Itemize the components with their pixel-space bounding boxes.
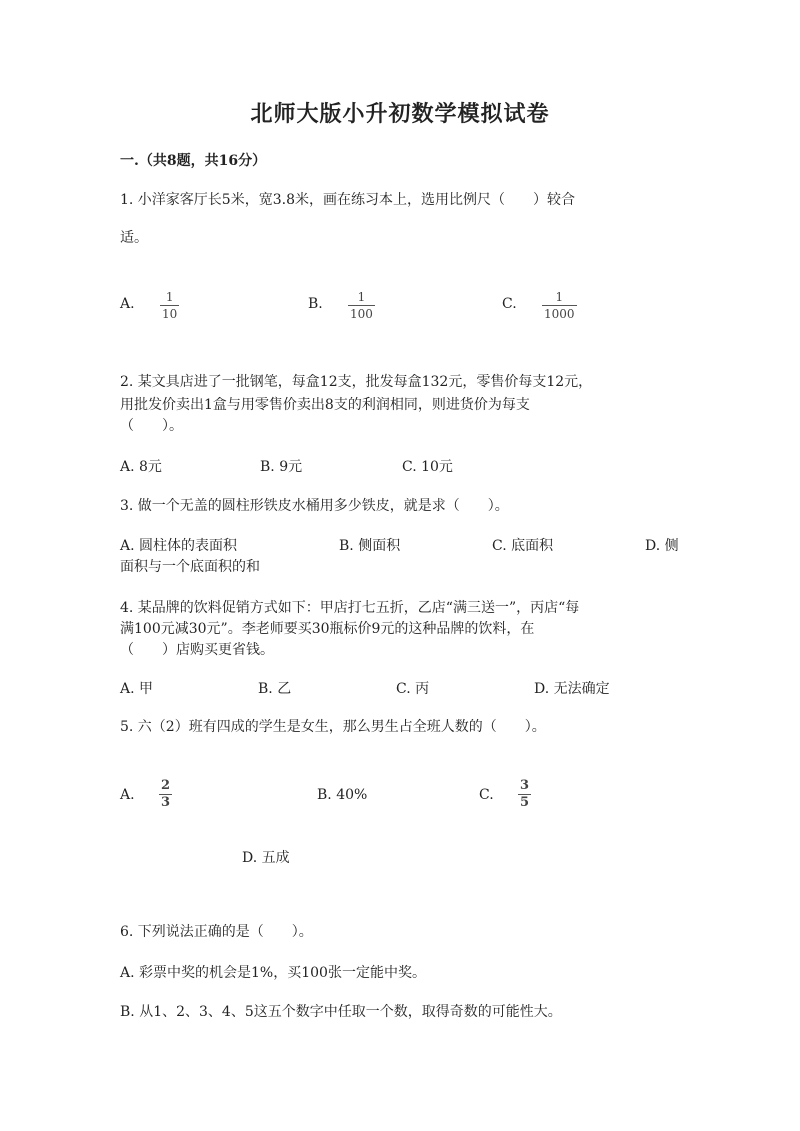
q2-option-a: A. 8元 <box>120 459 162 475</box>
q4-option-d: D. 无法确定 <box>534 681 610 697</box>
q1-option-c-numerator: 1 <box>555 290 564 304</box>
page-title: 北师大版小升初数学模拟试卷 <box>250 101 550 127</box>
q3-option-d: D. 侧 <box>645 538 679 554</box>
q1-option-b-label: B. <box>308 296 323 312</box>
q3-option-d-continued: 面积与一个底面积的和 <box>120 559 260 575</box>
q5-option-c-denominator: 5 <box>520 795 530 810</box>
question-3-line-1: 3. 做一个无盖的圆柱形铁皮水桶用多少铁皮，就是求（ ）。 <box>120 498 509 514</box>
q6-option-b: B. 从1、2、3、4、5这五个数字中任取一个数，取得奇数的可能性大。 <box>120 1004 562 1020</box>
q1-option-c-label: C. <box>502 296 517 312</box>
q1-option-c-fraction <box>542 290 577 321</box>
question-1-line-1: 1. 小洋家客厅长5米，宽3.8米，画在练习本上，选用比例尺（ ）较合 <box>120 192 575 208</box>
q1-option-a-denominator: 10 <box>162 307 178 321</box>
question-4-line-1: 4. 某品牌的饮料促销方式如下：甲店打七五折，乙店“满三送一”，丙店“每 <box>120 600 580 616</box>
question-1-line-2: 适。 <box>120 230 148 246</box>
q3-option-a: A. 圆柱体的表面积 <box>120 538 238 554</box>
q5-option-c-fraction <box>518 779 531 810</box>
fraction-bar <box>542 305 577 306</box>
q5-option-a-denominator: 3 <box>161 795 171 810</box>
q5-option-c-label: C. <box>479 787 494 803</box>
question-2-line-2: 用批发价卖出1盒与用零售价卖出8支的利润相同，则进货价为每支 <box>120 397 530 413</box>
q2-option-b: B. 9元 <box>260 459 303 475</box>
question-2-line-1: 2. 某文具店进了一批钢笔，每盒12支，批发每盒132元，零售价每支12元， <box>120 374 593 390</box>
q5-option-d: D. 五成 <box>242 850 290 866</box>
q1-option-a-numerator: 1 <box>165 290 174 304</box>
question-2-line-3: （ ）。 <box>120 418 183 434</box>
q3-option-c: C. 底面积 <box>492 538 554 554</box>
section-heading: 一.（共8题，共16分） <box>120 153 267 169</box>
q2-option-c: C. 10元 <box>402 459 453 475</box>
q1-option-c-denominator: 1000 <box>544 307 575 321</box>
question-5-line-1: 5. 六（2）班有四成的学生是女生，那么男生占全班人数的（ ）。 <box>120 719 546 735</box>
question-4-line-2: 满100元减30元”。李老师要买30瓶标价9元的这种品牌的饮料，在 <box>120 621 535 637</box>
q5-option-b: B. 40% <box>317 787 368 803</box>
q1-option-b-numerator: 1 <box>357 290 366 304</box>
q4-option-c: C. 丙 <box>396 681 430 697</box>
question-4-line-3: （ ）店购买更省钱。 <box>120 642 274 658</box>
q1-option-b-fraction <box>348 290 375 321</box>
q5-option-a-numerator: 2 <box>161 778 171 793</box>
q6-option-a: A. 彩票中奖的机会是1%，买100张一定能中奖。 <box>120 965 426 981</box>
q4-option-b: B. 乙 <box>258 681 292 697</box>
q1-option-a-fraction <box>160 290 179 321</box>
q1-option-a-label: A. <box>120 296 135 312</box>
q4-option-a: A. 甲 <box>120 681 154 697</box>
q5-option-c-numerator: 3 <box>520 778 530 793</box>
q3-option-b: B. 侧面积 <box>339 538 401 554</box>
q5-option-a-label: A. <box>120 787 135 803</box>
q1-option-b-denominator: 100 <box>350 307 373 321</box>
question-6-line-1: 6. 下列说法正确的是（ ）。 <box>120 924 313 940</box>
fraction-bar <box>348 305 375 306</box>
fraction-bar <box>160 305 179 306</box>
q5-option-a-fraction <box>159 779 172 810</box>
